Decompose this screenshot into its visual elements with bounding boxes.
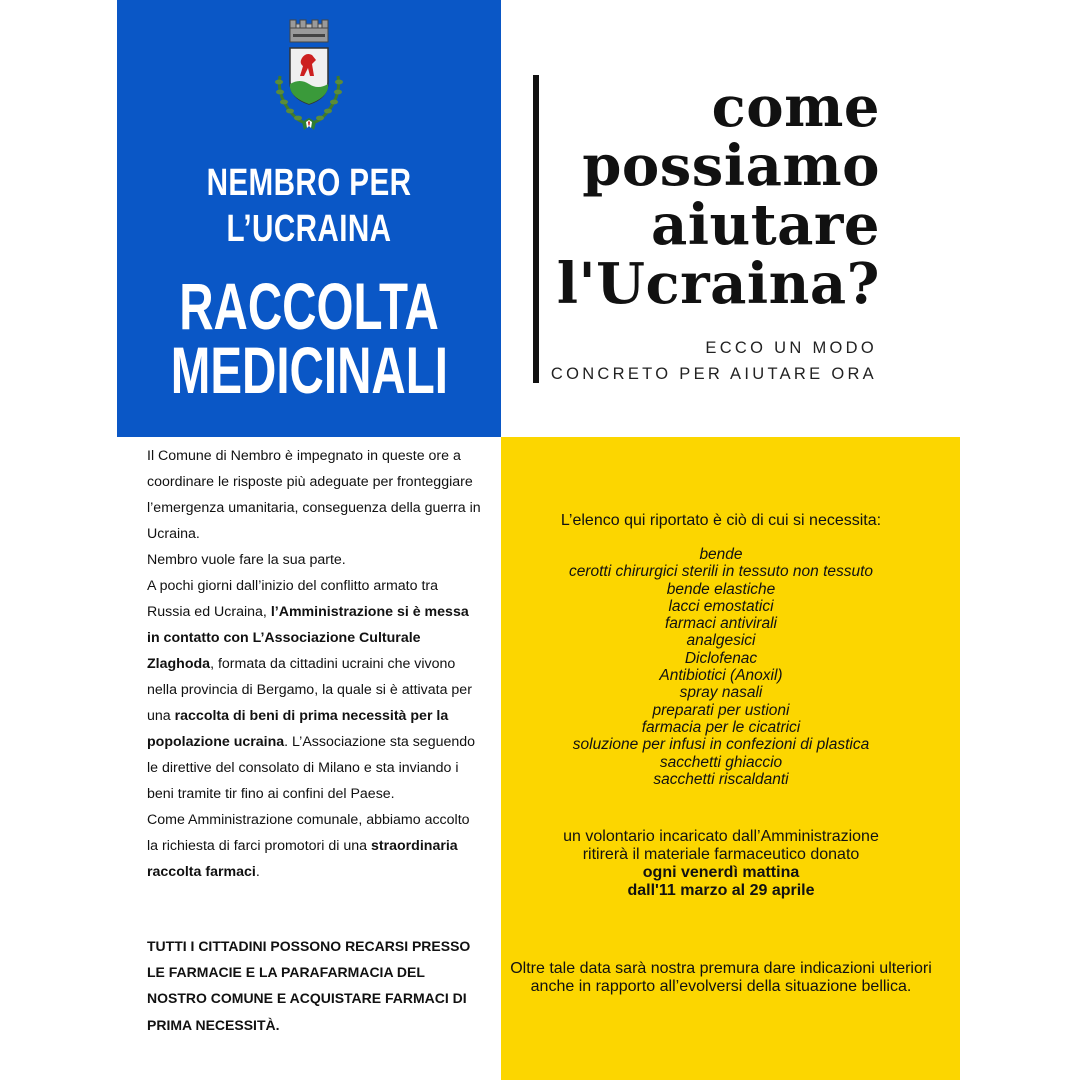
title-nembro-per-ucraina bbox=[159, 160, 459, 252]
volunteer-info bbox=[501, 828, 941, 900]
text-run: . bbox=[255, 864, 260, 880]
bold-run: raccolta di beni di prima necessità per la popolazione ucraina bbox=[147, 708, 449, 750]
headline-subtitle bbox=[551, 335, 877, 387]
subtitle-line: CONCRETO PER AIUTARE ORA bbox=[550, 365, 877, 383]
subtitle-line: ECCO UN MODO bbox=[705, 339, 877, 357]
headline-line: come bbox=[711, 74, 880, 140]
list-item: soluzione per infusi in confezioni di plastica bbox=[572, 736, 870, 754]
list-item: bende bbox=[699, 546, 743, 563]
paragraph bbox=[147, 573, 483, 807]
text-run: , formata da cittadini ucraini che vivono nella provincia di Bergamo, la quale si è attivata per una bbox=[147, 656, 472, 724]
headline bbox=[556, 74, 880, 317]
list-item: preparati per ustioni bbox=[652, 701, 790, 719]
list-item: sacchetti ghiaccio bbox=[659, 753, 783, 771]
list-item: spray nasali bbox=[679, 684, 763, 702]
headline-line: aiutare bbox=[650, 192, 880, 258]
list-item: Antibiotici (Anoxil) bbox=[659, 667, 783, 685]
volunteer-line: ritirerà il materiale farmaceutico donato bbox=[582, 846, 860, 863]
paragraph: Nembro vuole fare la sua parte. bbox=[147, 552, 346, 568]
list-item: sacchetti riscaldanti bbox=[653, 770, 789, 788]
list-item: farmaci antivirali bbox=[665, 615, 777, 633]
pickup-day: ogni venerdì mattina bbox=[642, 864, 800, 881]
list-item: farmacia per le cicatrici bbox=[641, 718, 801, 736]
title-raccolta-medicinali bbox=[170, 269, 448, 407]
body-text bbox=[147, 443, 483, 885]
final-note: Oltre tale data sarà nostra premura dare indicazioni ulteriori anche in rapporto all’evolversi della situazione bellica. bbox=[510, 960, 932, 995]
list-item: Diclofenac bbox=[684, 649, 758, 667]
municipal-coat-of-arms-icon bbox=[268, 18, 350, 136]
text-run: . L’Associazione sta seguendo le direttive del consolato di Milano e sta inviando i beni tramite tir fino ai confini del Paese. bbox=[147, 734, 476, 802]
list-item: analgesici bbox=[686, 632, 756, 650]
paragraph: Il Comune di Nembro è impegnato in queste ore a coordinare le risposte più adeguate per fronteggiare l’emergenza umanitaria, conseguenza della guerra in Ucraina. bbox=[147, 448, 481, 542]
headline-line: l'Ucraina? bbox=[556, 251, 880, 317]
text-run: A pochi giorni dall’inizio del conflitto armato tra Russia ed Ucraina, bbox=[147, 578, 438, 620]
bold-run: l’Amministrazione si è messa in contatto con L’Associazione Culturale Zlaghoda bbox=[147, 604, 469, 672]
subtitle-line-1: RACCOLTA bbox=[179, 269, 439, 343]
title-line-1: NEMBRO PER bbox=[206, 162, 412, 204]
volunteer-line: un volontario incaricato dall’Amministrazione bbox=[563, 828, 879, 845]
call-to-action: TUTTI I CITTADINI POSSONO RECARSI PRESSO LE FARMACIE E LA PARAFARMACIA DEL NOSTRO COMUNE E ACQUISTARE FARMACI DI PRIMA NECESSITÀ. bbox=[147, 938, 471, 1033]
list-item: lacci emostatici bbox=[668, 597, 774, 615]
headline-line: possiamo bbox=[582, 133, 880, 199]
list-intro: L’elenco qui riportato è ciò di cui si necessita: bbox=[560, 512, 882, 529]
vertical-divider bbox=[533, 75, 539, 383]
needed-items-list bbox=[501, 546, 941, 788]
list-item: bende elastiche bbox=[666, 580, 776, 598]
list-item: cerotti chirurgici sterili in tessuto non tessuto bbox=[568, 563, 874, 581]
text-run: Come Amministrazione comunale, abbiamo accolto la richiesta di farci promotori di una bbox=[147, 812, 470, 854]
paragraph bbox=[147, 807, 483, 885]
pickup-dates: dall'11 marzo al 29 aprile bbox=[627, 882, 815, 899]
bold-run: straordinaria raccolta farmaci bbox=[147, 838, 458, 880]
title-line-2: L’UCRAINA bbox=[226, 208, 392, 250]
subtitle-line-2: MEDICINALI bbox=[170, 333, 448, 407]
